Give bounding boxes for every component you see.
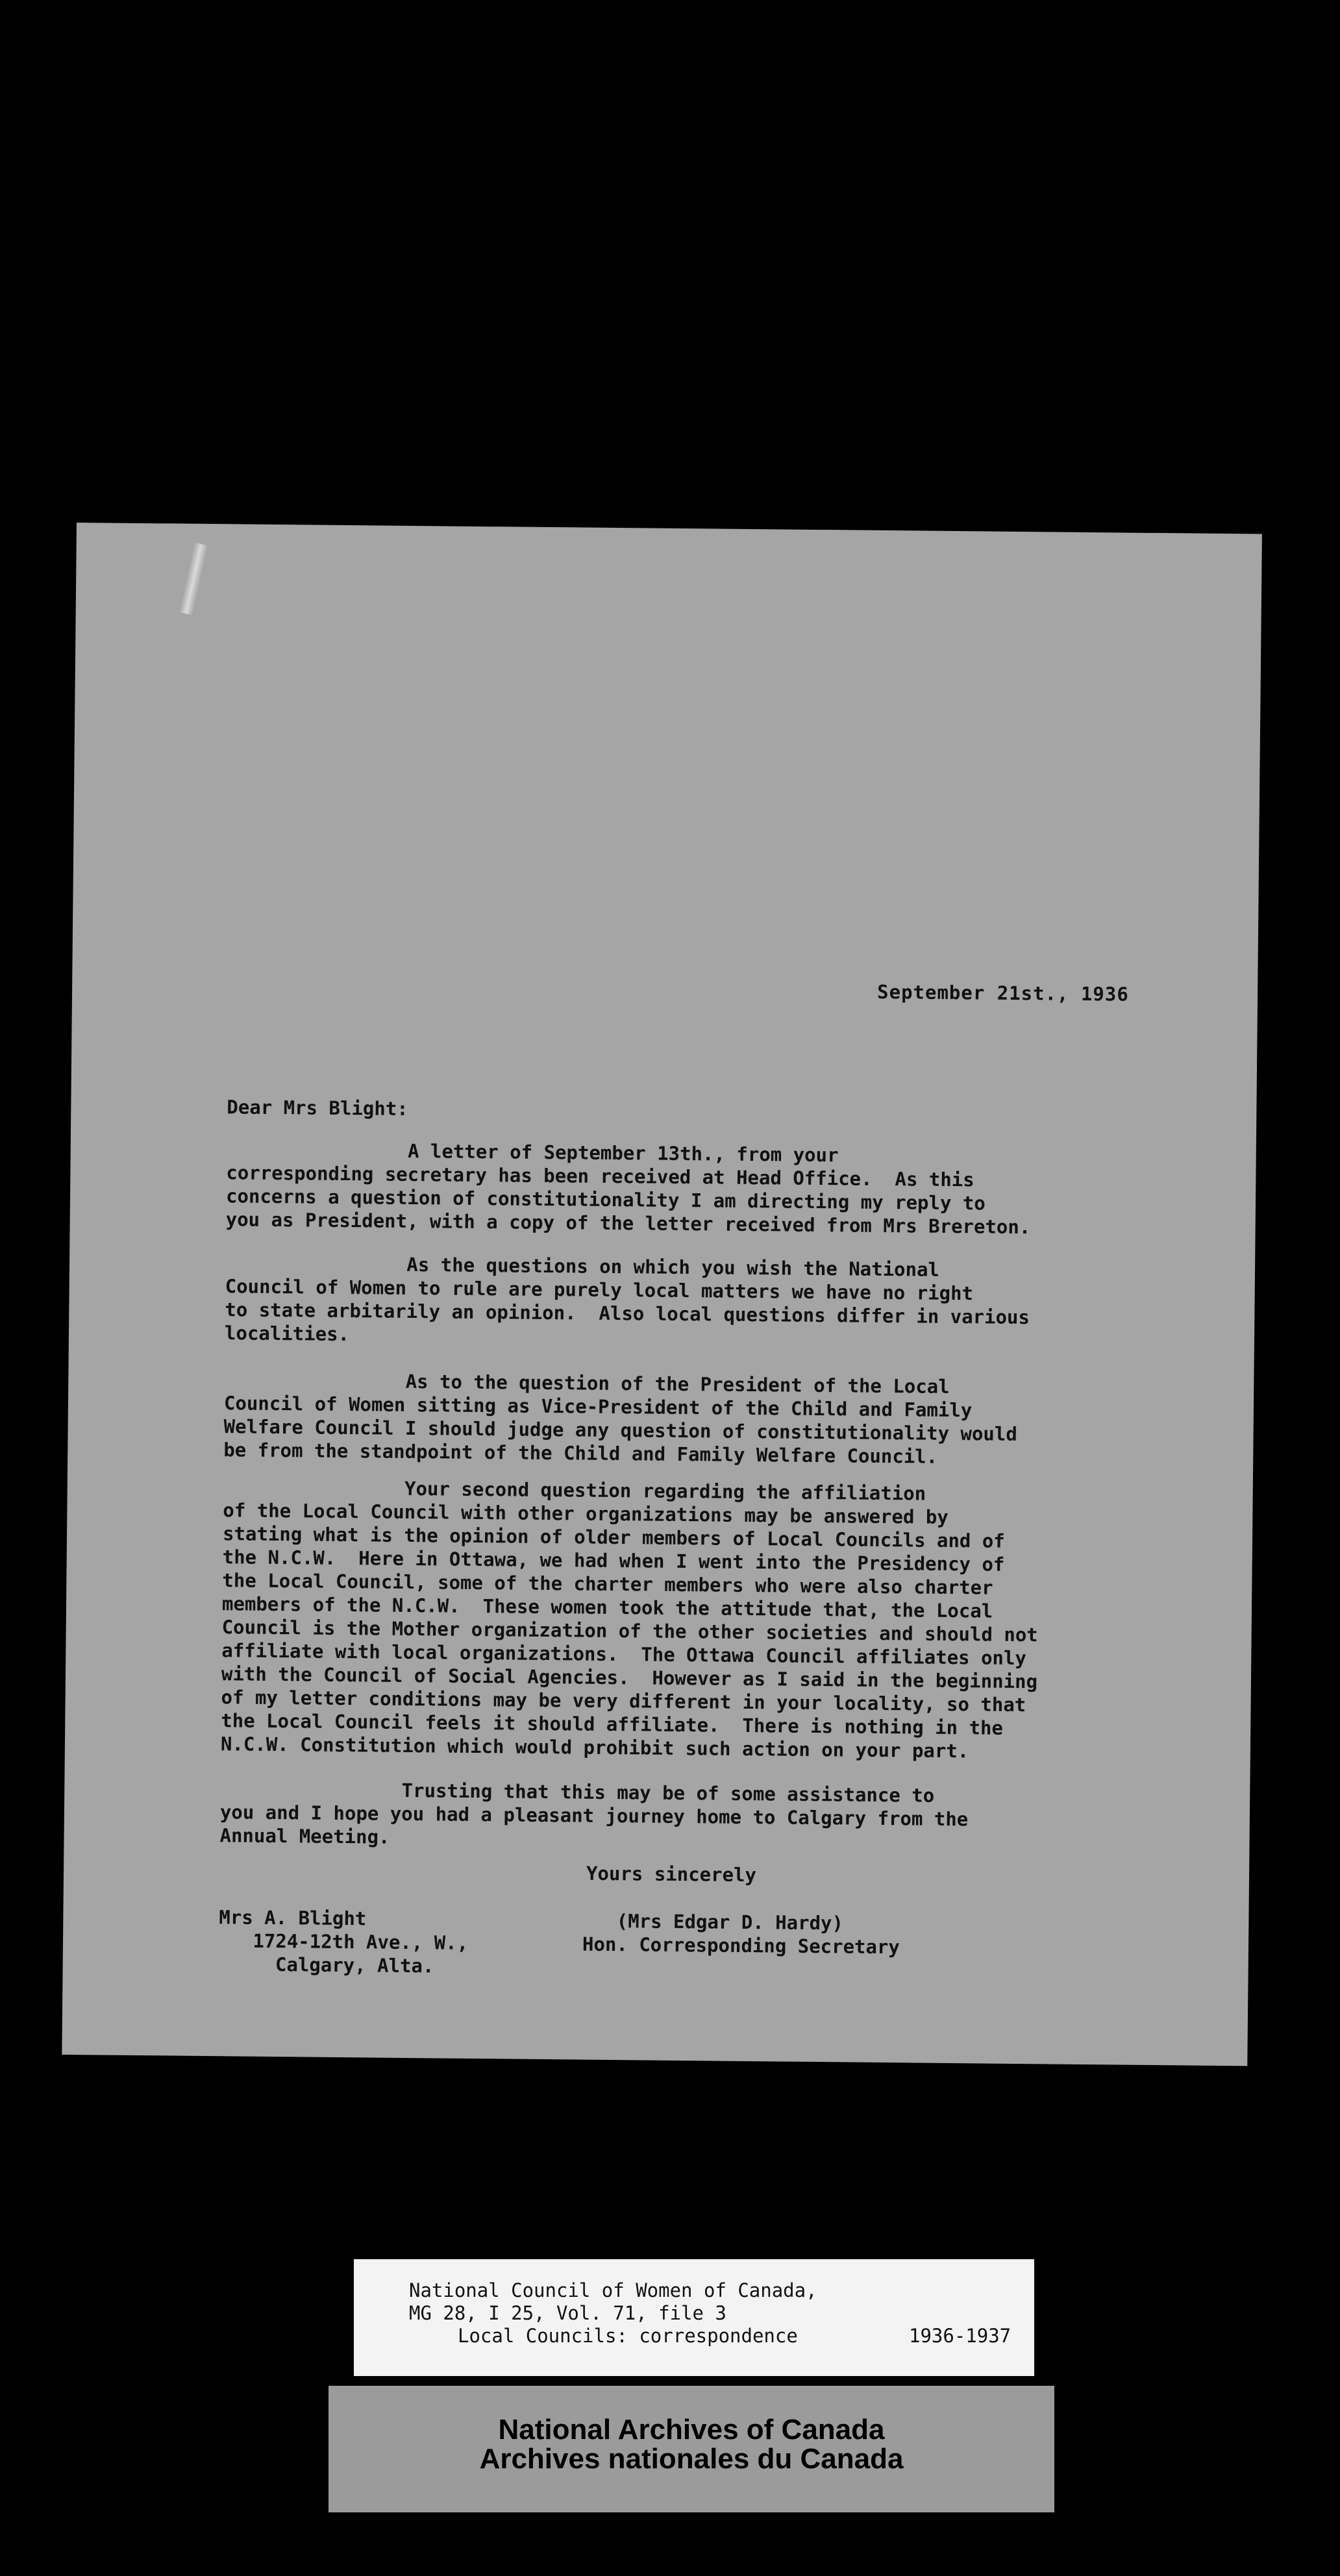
letter-page bbox=[62, 523, 1262, 2066]
letter-paragraph: As to the question of the President of the Local Council of Women sitting as Vice-President of the Child and Family Welfare Council I should judge any question of constitutionality would be from the standpoint of the Child and Family Welfare Council. bbox=[223, 1368, 1017, 1468]
archive-fonds-title: National Council of Women of Canada, bbox=[409, 2279, 817, 2301]
archives-stamp bbox=[329, 2386, 1054, 2512]
archives-name-french: Archives nationales du Canada bbox=[479, 2443, 904, 2475]
letter-paragraph: Trusting that this may be of some assistance to you and I hope you had a pleasant journey home to Calgary from the Annual Meeting. bbox=[219, 1777, 969, 1848]
letter-body bbox=[62, 523, 1262, 2066]
letter-paragraph: A letter of September 13th., from your corresponding secretary has been received at Head Office. As this concerns a question of constitutionality I am directing my reply to you as President, with a copy of the letter received from Mrs Brereton. bbox=[225, 1138, 1031, 1239]
letter-paragraph: As the questions on which you wish the National Council of Women to rule are purely local matters we have no right to state arbitarily an opinion. Also local questions differ in various localities. bbox=[224, 1252, 1030, 1346]
letter-salutation: Dear Mrs Blight: bbox=[227, 1096, 408, 1120]
letter-paragraph: Your second question regarding the affiliation of the Local Council with other organizations may be answered by stating what is the opinion of older members of Local Councils and of the N.C.W. Here in Ottawa, we had when I went into the Presidency of the Local Council, some of the charter members who were also charter members of the N.C.W. These women took the attitude that, the Local Council is the Mother organization of the other societies and should not affiliate with local organizations. The Ottawa Council affiliates only with the Council of Social Agencies. However as I said in the beginning of my letter conditions may be very different in your locality, so that the Local Council feels it should affiliate. There is nothing in the N.C.W. Constitution which would prohibit such action on your part. bbox=[220, 1476, 1038, 1763]
letter-closing: Yours sincerely bbox=[586, 1862, 757, 1887]
letter-date: September 21st., 1936 bbox=[876, 980, 1129, 1006]
archives-name-english: National Archives of Canada bbox=[498, 2414, 885, 2446]
archive-reference-label bbox=[354, 2259, 1034, 2376]
recipient-address: Mrs A. Blight 1724-12th Ave., W., Calgary, Alta. bbox=[218, 1906, 469, 1977]
archive-file-title: Local Councils: correspondence bbox=[458, 2325, 798, 2347]
signature-block: (Mrs Edgar D. Hardy) Hon. Corresponding Secretary bbox=[582, 1909, 900, 1959]
archive-reference-number: MG 28, I 25, Vol. 71, file 3 bbox=[409, 2302, 726, 2324]
archive-date-range: 1936-1937 bbox=[909, 2325, 1011, 2347]
